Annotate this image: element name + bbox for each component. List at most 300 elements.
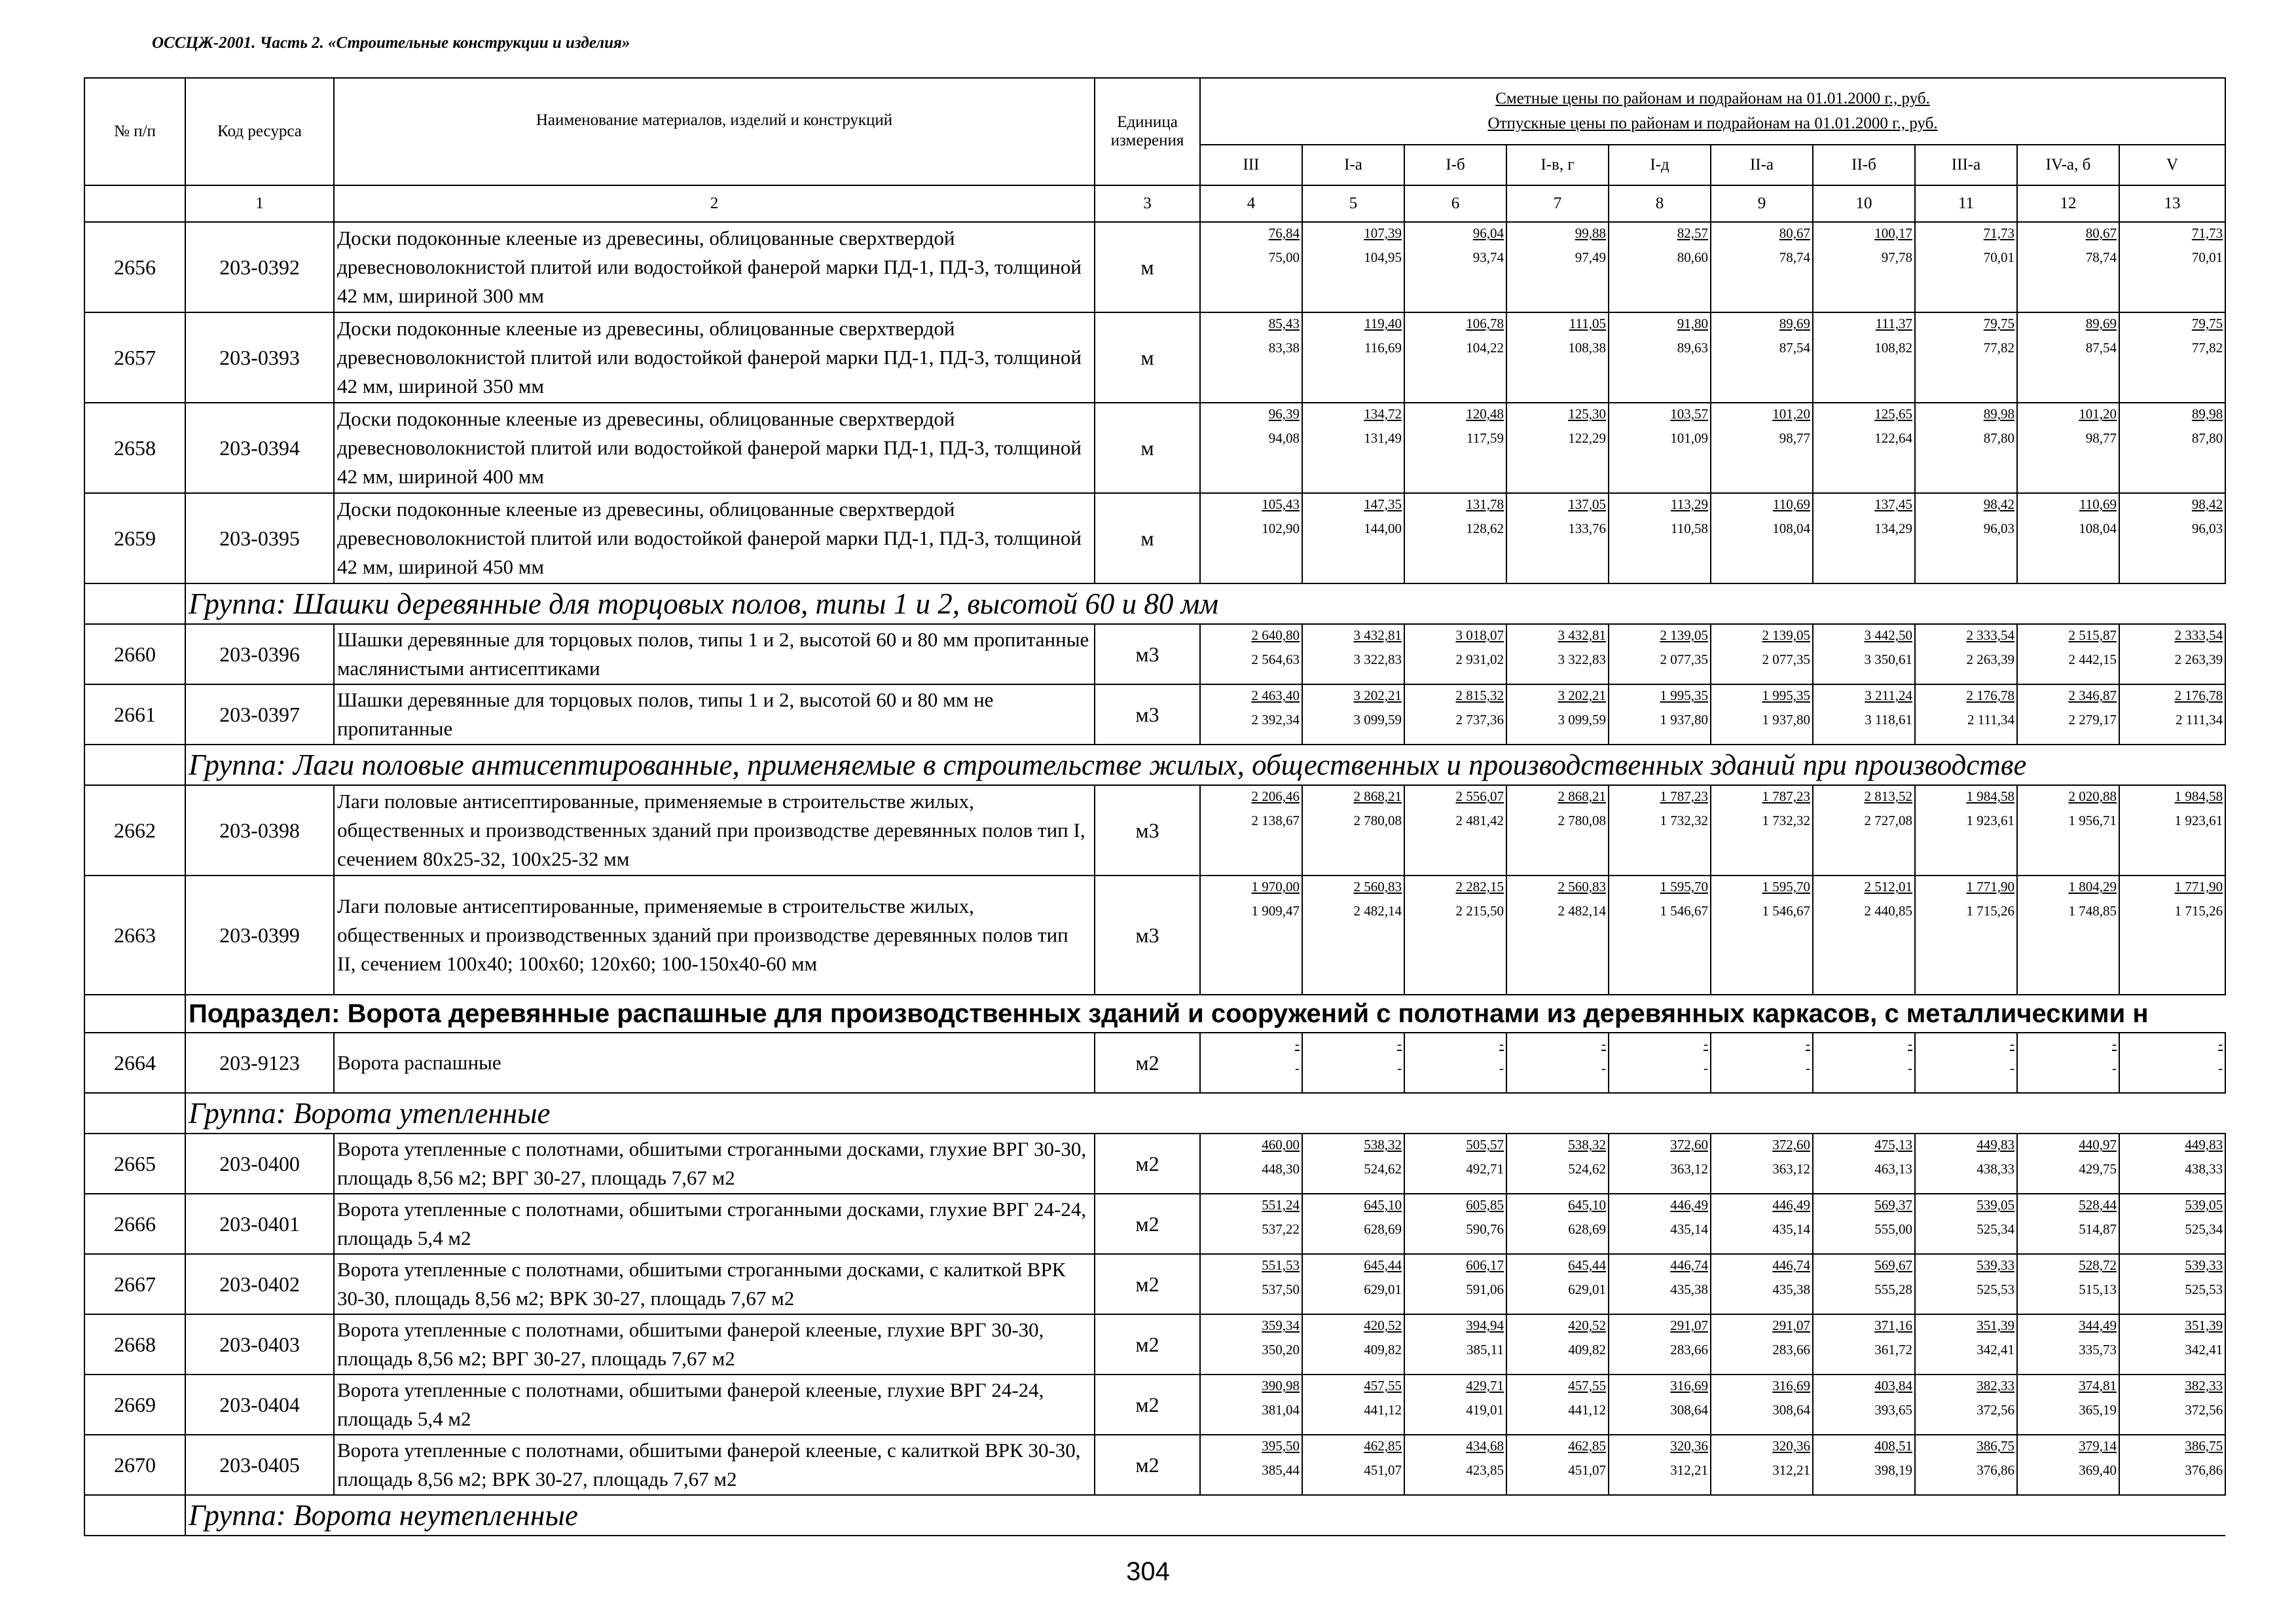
price-cell [1813,1314,1915,1375]
row-number: 2669 [84,1375,185,1435]
estimate-price: 539,05 [1977,1197,2014,1213]
estimate-price: 291,07 [1772,1318,1810,1333]
group-row [84,583,2225,624]
release-price: 537,50 [1262,1282,1300,1297]
release-price: 97,78 [1881,249,1912,265]
estimate-price: 316,69 [1670,1378,1708,1393]
item-name: Шашки деревянные для торцовых полов, типы 1 и 2, высотой 60 и 80 мм пропитанные маслянистыми антисептиками [334,624,1095,684]
price-cell [2017,684,2119,745]
estimate-price: 111,37 [1875,316,1912,331]
release-price: 108,38 [1568,340,1606,356]
release-price: 2 481,42 [1455,813,1504,828]
price-cell [1711,1134,1813,1194]
price-cell [2119,222,2225,312]
release-price: 3 322,83 [1558,652,1606,667]
resource-code: 203-9123 [185,1033,334,1093]
release-price: 108,04 [2079,521,2117,536]
release-price: 350,20 [1262,1342,1300,1357]
estimate-price: 3 018,07 [1455,627,1504,643]
price-table-container [84,77,2223,1532]
item-name: Доски подоконные клееные из древесины, облицованные сверхтвердой древесноволокнистой плитой или водостойкой фанерой марки ПД-1, ПД-3, толщиной 42 мм, шириной 350 мм [334,312,1095,403]
row-number: 2664 [84,1033,185,1093]
column-number-cell: 10 [1813,185,1915,222]
price-cell [1404,1435,1506,1495]
price-cell [1302,785,1404,876]
price-cell [2119,1134,2225,1194]
price-cell [1609,1435,1711,1495]
price-cell [1506,1194,1609,1254]
subsection-row [84,995,2225,1033]
price-cell [1915,785,2017,876]
price-cell [1302,1254,1404,1314]
release-price: - [2010,1060,2014,1076]
price-cell [1609,785,1711,876]
release-price: 117,59 [1467,430,1504,446]
release-price: 3 099,59 [1353,712,1402,728]
release-price: 110,58 [1671,521,1708,536]
release-price: 102,90 [1262,521,1300,536]
resource-code: 203-0395 [185,493,334,583]
column-number-cell: 2 [334,185,1095,222]
release-price: 423,85 [1466,1462,1504,1478]
release-price: 525,53 [2185,1282,2223,1297]
price-cell [1506,1435,1609,1495]
estimate-price: 645,10 [1364,1197,1402,1213]
price-cell [1200,1194,1302,1254]
table-row [84,1134,2225,1194]
release-price: 1 546,67 [1660,903,1708,919]
release-price: 429,75 [2079,1161,2117,1177]
price-cell [1200,1134,1302,1194]
release-price: 369,40 [2079,1462,2117,1478]
group-title: Группа: Ворота утепленные [185,1093,2225,1134]
release-price: - [1601,1060,1606,1076]
estimate-price: 2 815,32 [1455,688,1504,703]
column-number-row [84,185,2225,222]
release-price: 2 111,34 [2176,712,2223,728]
table-row [84,493,2225,583]
price-cell [1506,624,1609,684]
release-price: 94,08 [1268,430,1300,446]
release-price: 628,69 [1364,1221,1402,1237]
price-cell [1302,403,1404,493]
estimate-price: 446,49 [1670,1197,1708,1213]
column-number-cell: 5 [1302,185,1404,222]
release-price: 448,30 [1262,1161,1300,1177]
price-cell [1813,1435,1915,1495]
price-cell [2017,1254,2119,1314]
price-cell [1609,403,1711,493]
release-price: 2 263,39 [1966,652,2014,667]
release-price: 98,77 [2085,430,2117,446]
table-row [84,312,2225,403]
price-cell [1506,312,1609,403]
release-price: 78,74 [1779,249,1810,265]
release-price: 438,33 [1977,1161,2014,1177]
price-cell [1200,403,1302,493]
estimate-price: - [1908,1036,1912,1052]
estimate-price: 79,75 [2191,316,2223,331]
release-price: 78,74 [2085,249,2117,265]
resource-code: 203-0393 [185,312,334,403]
release-price: 96,03 [2191,521,2223,536]
column-number-cell: 12 [2017,185,2119,222]
release-price: - [1806,1060,1810,1076]
resource-code: 203-0398 [185,785,334,876]
row-number: 2660 [84,624,185,684]
row-number: 2665 [84,1134,185,1194]
estimate-price: 539,33 [1977,1257,2014,1273]
price-cell [2119,624,2225,684]
estimate-price: 2 640,80 [1251,627,1300,643]
price-cell [1711,312,1813,403]
group-spacer-cell [84,995,185,1033]
release-price: - [1704,1060,1708,1076]
estimate-price: 351,39 [1977,1318,2014,1333]
row-number: 2663 [84,876,185,995]
item-name: Ворота утепленные с полотнами, обшитыми строганными досками, глухие ВРГ 24-24, площадь 5,4 м2 [334,1194,1095,1254]
price-cell [1711,1435,1813,1495]
release-price: 435,14 [1772,1221,1810,1237]
estimate-price: 101,20 [2079,406,2117,422]
estimate-price: 351,39 [2185,1318,2223,1333]
price-cell [1813,403,1915,493]
price-cell [2017,876,2119,995]
table-body [84,222,2225,1536]
price-cell [1609,312,1711,403]
price-cell [1711,624,1813,684]
release-price: 514,87 [2079,1221,2117,1237]
release-price: 77,82 [2191,340,2223,356]
release-price: 1 923,61 [2174,813,2223,828]
estimate-price: 606,17 [1466,1257,1504,1273]
release-price: 555,00 [1874,1221,1912,1237]
release-price: 342,41 [1977,1342,2014,1357]
release-price: 87,80 [1983,430,2014,446]
price-cell [1302,684,1404,745]
estimate-price: 1 595,70 [1762,879,1810,895]
estimate-price: 379,14 [2079,1438,2117,1454]
release-price: 441,12 [1364,1402,1402,1418]
estimate-price: 394,94 [1466,1318,1504,1333]
estimate-price: 137,05 [1568,496,1606,512]
release-price: 2 482,14 [1353,903,1402,919]
estimate-price: 462,85 [1364,1438,1402,1454]
price-cell [1609,1314,1711,1375]
release-price: 2 215,50 [1455,903,1504,919]
price-cell [1915,1375,2017,1435]
estimate-price: 125,65 [1874,406,1912,422]
row-number: 2667 [84,1254,185,1314]
region-header-cell: I-б [1404,145,1506,185]
release-price: - [2112,1060,2117,1076]
group-spacer-cell [84,1093,185,1134]
column-number-cell: 7 [1506,185,1609,222]
release-price: 70,01 [2191,249,2223,265]
region-header-cell: V [2119,145,2225,185]
estimate-price: 372,60 [1670,1137,1708,1153]
estimate-price: 374,81 [2079,1378,2117,1393]
estimate-price: - [1397,1036,1402,1052]
estimate-price: 528,72 [2079,1257,2117,1273]
running-head: ОССЦЖ-2001. Часть 2. «Строительные конструкции и изделия» [152,34,630,52]
region-header-cell: I-в, г [1506,145,1609,185]
item-name: Доски подоконные клееные из древесины, облицованные сверхтвердой древесноволокнистой плитой или водостойкой фанерой марки ПД-1, ПД-3, толщиной 42 мм, шириной 450 мм [334,493,1095,583]
estimate-price: 89,69 [2085,316,2117,331]
release-price: - [1499,1060,1504,1076]
column-number-cell: 13 [2119,185,2225,222]
row-number: 2670 [84,1435,185,1495]
release-price: 372,56 [1977,1402,2014,1418]
row-number: 2662 [84,785,185,876]
estimate-price: 2 813,52 [1864,788,1912,804]
release-price: 463,13 [1874,1161,1912,1177]
price-cell [2017,493,2119,583]
estimate-price: 344,49 [2079,1318,2117,1333]
estimate-price: 551,24 [1262,1197,1300,1213]
release-price: 2 564,63 [1251,652,1300,667]
release-price: - [1295,1060,1300,1076]
release-price: 393,65 [1874,1402,1912,1418]
estimate-price: 1 771,90 [1966,879,2014,895]
estimate-price: 2 020,88 [2068,788,2117,804]
table-row [84,403,2225,493]
price-cell [2017,1314,2119,1375]
price-cell [1404,403,1506,493]
price-cell [1711,1314,1813,1375]
unit-of-measure: м [1095,493,1200,583]
price-cell [1711,876,1813,995]
region-header-cell: II-б [1813,145,1915,185]
region-header-cell: IV-а, б [2017,145,2119,185]
unit-of-measure: м2 [1095,1314,1200,1375]
estimate-price: 96,39 [1268,406,1300,422]
region-header-cell: II-а [1711,145,1813,185]
table-row [84,624,2225,684]
price-cell [1302,876,1404,995]
unit-of-measure: м [1095,222,1200,312]
price-cell [1200,1033,1302,1093]
price-cell [1506,785,1609,876]
table-row [84,1254,2225,1314]
table-row [84,1314,2225,1375]
estimate-price: 645,44 [1568,1257,1606,1273]
release-price: 133,76 [1568,521,1606,536]
release-price: 555,28 [1874,1282,1912,1297]
release-price: 104,95 [1364,249,1402,265]
price-cell [1404,1134,1506,1194]
release-price: 376,86 [2185,1462,2223,1478]
resource-code: 203-0394 [185,403,334,493]
estimate-price: 645,44 [1364,1257,1402,1273]
estimate-price: 462,85 [1568,1438,1606,1454]
estimate-price: 131,78 [1466,496,1504,512]
unit-of-measure: м3 [1095,684,1200,745]
estimate-price: 125,30 [1568,406,1606,422]
release-price: 492,71 [1466,1161,1504,1177]
price-cell [1813,785,1915,876]
release-price: 335,73 [2079,1342,2117,1357]
release-price: 308,64 [1670,1402,1708,1418]
release-price: 2 077,35 [1762,652,1810,667]
price-cell [2119,1435,2225,1495]
release-price: 435,38 [1670,1282,1708,1297]
price-cell [1404,493,1506,583]
row-number: 2661 [84,684,185,745]
price-cell [2119,1375,2225,1435]
table-row [84,1033,2225,1093]
estimate-price: 1 804,29 [2068,879,2117,895]
release-price: 283,66 [1772,1342,1810,1357]
release-price: 524,62 [1568,1161,1606,1177]
estimate-price: 645,10 [1568,1197,1606,1213]
estimate-price: 1 984,58 [2174,788,2223,804]
group-title: Группа: Шашки деревянные для торцовых полов, типы 1 и 2, высотой 60 и 80 мм [185,583,2225,624]
estimate-price: 2 176,78 [1966,688,2014,703]
price-cell [1915,1033,2017,1093]
estimate-price: 446,49 [1772,1197,1810,1213]
unit-of-measure: м3 [1095,785,1200,876]
price-cell [2119,312,2225,403]
price-cell [1506,1254,1609,1314]
estimate-price: 107,39 [1364,225,1402,241]
price-cell [1302,1033,1404,1093]
release-price: 70,01 [1983,249,2014,265]
release-price: 312,21 [1670,1462,1708,1478]
group-row [84,745,2225,785]
table-row [84,684,2225,745]
estimate-price: 569,67 [1874,1257,1912,1273]
release-price: 80,60 [1677,249,1708,265]
estimate-price: 110,69 [1773,496,1810,512]
price-cell [2017,1435,2119,1495]
estimate-price: 569,37 [1874,1197,1912,1213]
price-cell [2119,493,2225,583]
estimate-price: 528,44 [2079,1197,2117,1213]
estimate-price: 460,00 [1262,1137,1300,1153]
estimate-price: 382,33 [2185,1378,2223,1393]
estimate-price: - [1806,1036,1810,1052]
price-cell [1609,1134,1711,1194]
price-cell [1915,1435,2017,1495]
price-cell [1302,624,1404,684]
release-price: 342,41 [2185,1342,2223,1357]
estimate-price: 395,50 [1262,1438,1300,1454]
estimate-price: - [1601,1036,1606,1052]
price-cell [1302,222,1404,312]
price-cell [1711,785,1813,876]
price-cell [1915,222,2017,312]
estimate-price: 120,48 [1466,406,1504,422]
estimate-price: 429,71 [1466,1378,1504,1393]
release-price: 3 118,61 [1865,712,1912,728]
price-cell [1302,1314,1404,1375]
header-no: № п/п [84,78,185,185]
price-cell [1200,1254,1302,1314]
estimate-price: 1 970,00 [1251,879,1300,895]
estimate-price: 2 556,07 [1455,788,1504,804]
price-cell [1200,876,1302,995]
estimate-price: - [2010,1036,2014,1052]
price-cell [1915,1134,2017,1194]
release-price: 1 937,80 [1762,712,1810,728]
estimate-price: 551,53 [1262,1257,1300,1273]
price-cell [1200,1375,1302,1435]
estimate-price: 134,72 [1364,406,1402,422]
row-number: 2659 [84,493,185,583]
estimate-price: 96,04 [1472,225,1504,241]
estimate-price: 76,84 [1268,225,1300,241]
estimate-price: 434,68 [1466,1438,1504,1454]
price-cell [2119,403,2225,493]
estimate-price: - [1499,1036,1504,1052]
price-cell [1404,624,1506,684]
resource-code: 203-0401 [185,1194,334,1254]
estimate-price: 91,80 [1677,316,1708,331]
price-cell [2119,876,2225,995]
estimate-price: - [1295,1036,1300,1052]
release-price: 1 715,26 [2174,903,2223,919]
release-price: 2 780,08 [1558,813,1606,828]
group-spacer-cell [84,583,185,624]
price-cell [1302,493,1404,583]
release-price: 2 931,02 [1455,652,1504,667]
release-price: 83,38 [1268,340,1300,356]
estimate-price: 2 176,78 [2174,688,2223,703]
estimate-price: 103,57 [1670,406,1708,422]
estimate-price: 446,74 [1772,1257,1810,1273]
release-price: 97,49 [1575,249,1606,265]
price-cell [1506,876,1609,995]
group-spacer-cell [84,1495,185,1536]
release-price: 2 279,17 [2068,712,2117,728]
release-price: 524,62 [1364,1161,1402,1177]
estimate-price: 80,67 [1779,225,1810,241]
group-title: Группа: Ворота неутепленные [185,1495,2225,1536]
estimate-price: 605,85 [1466,1197,1504,1213]
release-price: 376,86 [1977,1462,2014,1478]
estimate-price: 2 282,15 [1455,879,1504,895]
price-cell [1200,684,1302,745]
price-cell [2017,312,2119,403]
release-price: 101,09 [1670,430,1708,446]
price-cell [1711,684,1813,745]
price-cell [1609,1033,1711,1093]
price-cell [1506,1134,1609,1194]
resource-code: 203-0404 [185,1375,334,1435]
price-cell [1609,1254,1711,1314]
table-row [84,1375,2225,1435]
estimate-price: 390,98 [1262,1378,1300,1393]
estimate-price: 320,36 [1772,1438,1810,1454]
price-cell [1200,222,1302,312]
price-cell [1200,624,1302,684]
region-header-cell: I-а [1302,145,1404,185]
estimate-price: 2 868,21 [1353,788,1402,804]
price-cell [1506,222,1609,312]
price-cell [1711,1194,1813,1254]
estimate-price: 71,73 [2191,225,2223,241]
estimate-price: 457,55 [1568,1378,1606,1393]
resource-code: 203-0403 [185,1314,334,1375]
item-name: Ворота утепленные с полотнами, обшитыми фанерой клееные, глухие ВРГ 24-24, площадь 5,4 м2 [334,1375,1095,1435]
estimate-price: 2 515,87 [2068,627,2117,643]
release-price: 131,49 [1364,430,1402,446]
price-cell [2017,1375,2119,1435]
estimate-price: 98,42 [2191,496,2223,512]
release-price: 365,19 [2079,1402,2117,1418]
price-cell [2119,1033,2225,1093]
